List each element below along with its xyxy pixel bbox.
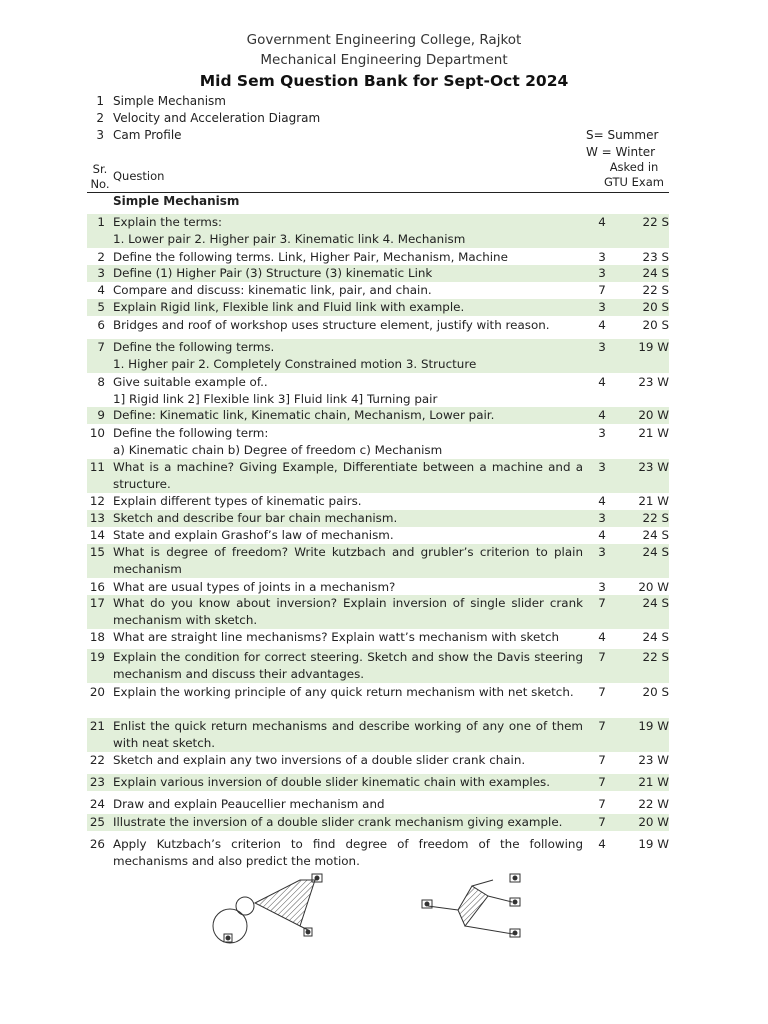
question-marks: 4 xyxy=(598,408,606,422)
question-text-cell xyxy=(113,407,583,424)
question-text: Explain different types of kinematic pairs. xyxy=(113,494,362,508)
table-row xyxy=(87,718,669,752)
question-exam: 22 W xyxy=(638,797,669,811)
question-marks: 3 xyxy=(598,266,606,280)
question-exam: 24 S xyxy=(642,528,669,542)
question-text: Draw and explain Peaucellier mechanism and xyxy=(113,797,385,811)
question-exam: 19 W xyxy=(638,719,669,733)
table-row xyxy=(87,265,669,282)
question-marks: 3 xyxy=(598,300,606,314)
question-exam: 19 W xyxy=(638,340,669,354)
question-text-cell xyxy=(113,579,583,596)
college-name: Government Engineering College, Rajkot xyxy=(246,32,522,48)
legend-winter: W = Winter xyxy=(586,145,656,159)
question-number: 12 xyxy=(89,494,105,508)
sr-header-line2: No. xyxy=(90,177,110,191)
question-marks: 4 xyxy=(598,215,606,229)
table-row xyxy=(87,510,669,527)
question-text-cell xyxy=(113,836,583,870)
question-text-cell xyxy=(113,595,583,629)
question-exam: 24 S xyxy=(642,596,669,610)
question-text-cell xyxy=(113,459,583,493)
legend-summer: S= Summer xyxy=(586,128,659,142)
table-row xyxy=(87,796,669,813)
question-exam: 20 W xyxy=(638,408,669,422)
question-text-cell xyxy=(113,527,583,544)
exam-legend xyxy=(586,127,658,161)
question-text: Explain various inversion of double slider kinematic chain with examples. xyxy=(113,775,550,789)
table-row xyxy=(87,493,669,510)
question-marks: 7 xyxy=(598,283,606,297)
table-row xyxy=(87,425,669,459)
question-exam: 20 W xyxy=(638,815,669,829)
mechanism-figure-right xyxy=(422,874,520,937)
table-header xyxy=(87,162,669,193)
question-marks: 7 xyxy=(598,685,606,699)
question-text: Bridges and roof of workshop uses structure element, justify with reason. xyxy=(113,318,550,332)
question-text: State and explain Grashof’s law of mechanism. xyxy=(113,528,394,542)
question-subtext: 1] Rigid link 2] Flexible link 3] Fluid link 4] Turning pair xyxy=(113,392,438,406)
question-number: 23 xyxy=(89,775,105,789)
question-text-cell xyxy=(113,718,583,752)
question-number: 8 xyxy=(97,375,105,389)
question-text: What are straight line mechanisms? Explain watt’s mechanism with sketch xyxy=(113,630,560,644)
question-text-cell xyxy=(113,752,583,769)
question-number: 15 xyxy=(89,545,105,559)
question-text: What is a machine? Giving Example, Differentiate between a machine and a structure. xyxy=(113,460,583,491)
question-text: Define the following terms. Link, Higher Pair, Mechanism, Machine xyxy=(113,250,508,264)
table-row xyxy=(87,774,669,791)
section-title: Simple Mechanism xyxy=(113,194,240,208)
sr-no-header xyxy=(89,162,111,192)
topic-number: 3 xyxy=(96,128,104,142)
question-text: What is degree of freedom? Write kutzbach and grubler’s criterion to plain mechanism xyxy=(113,545,583,576)
table-row xyxy=(87,459,669,493)
asked-header-line2: GTU Exam xyxy=(604,175,664,189)
question-exam: 24 S xyxy=(642,630,669,644)
topic-name: Velocity and Acceleration Diagram xyxy=(113,111,321,125)
question-text: What do you know about inversion? Explain inversion of single slider crank mechanism with sketch. xyxy=(113,596,583,627)
question-text-cell xyxy=(113,544,583,578)
question-number: 22 xyxy=(89,753,105,767)
question-text: Define the following terms. xyxy=(113,340,275,354)
document-header xyxy=(0,30,768,92)
question-exam: 21 W xyxy=(638,426,669,440)
question-number: 9 xyxy=(97,408,105,422)
question-number: 14 xyxy=(89,528,105,542)
question-marks: 4 xyxy=(598,528,606,542)
table-row xyxy=(87,299,669,316)
table-row xyxy=(87,684,669,701)
question-number: 13 xyxy=(89,511,105,525)
question-marks: 3 xyxy=(598,426,606,440)
table-row xyxy=(87,249,669,266)
question-marks: 3 xyxy=(598,250,606,264)
question-number: 25 xyxy=(89,815,105,829)
topic-item xyxy=(82,110,320,127)
question-text: Give suitable example of.. xyxy=(113,375,268,389)
mechanism-figure-left xyxy=(213,874,322,943)
question-text: Explain the condition for correct steering. Sketch and show the Davis steering mechanism and discuss their advantages. xyxy=(113,650,583,681)
topic-number: 1 xyxy=(96,94,104,108)
question-number: 18 xyxy=(89,630,105,644)
question-number: 6 xyxy=(97,318,105,332)
question-marks: 3 xyxy=(598,580,606,594)
mechanism-figures xyxy=(200,868,540,958)
table-row xyxy=(87,579,669,596)
question-marks: 3 xyxy=(598,511,606,525)
question-exam: 23 W xyxy=(638,375,669,389)
question-exam: 20 W xyxy=(638,580,669,594)
question-text: Illustrate the inversion of a double slider crank mechanism giving example. xyxy=(113,815,563,829)
question-text: Explain the terms: xyxy=(113,215,223,229)
table-row xyxy=(87,836,669,870)
question-text: Explain Rigid link, Flexible link and Fluid link with example. xyxy=(113,300,465,314)
question-marks: 4 xyxy=(598,630,606,644)
question-exam: 22 S xyxy=(642,511,669,525)
question-number: 7 xyxy=(97,340,105,354)
question-text: What are usual types of joints in a mechanism? xyxy=(113,580,396,594)
question-number: 11 xyxy=(89,460,105,474)
department-name: Mechanical Engineering Department xyxy=(260,52,508,68)
question-text-cell xyxy=(113,796,583,813)
question-marks: 4 xyxy=(598,375,606,389)
question-marks: 3 xyxy=(598,545,606,559)
question-exam: 22 S xyxy=(642,650,669,664)
question-text-cell xyxy=(113,814,583,831)
question-text: Apply Kutzbach’s criterion to find degree of freedom of the following mechanisms and also predict the motion. xyxy=(113,837,583,868)
question-number: 21 xyxy=(89,719,105,733)
question-text-cell xyxy=(113,214,583,248)
question-subtext: 1. Higher pair 2. Completely Constrained motion 3. Structure xyxy=(113,357,477,371)
table-row xyxy=(87,339,669,373)
sr-header-line1: Sr. xyxy=(92,162,108,176)
question-text-cell xyxy=(113,684,583,701)
question-text: Define the following term: xyxy=(113,426,269,440)
question-text-cell xyxy=(113,249,583,266)
question-marks: 4 xyxy=(598,494,606,508)
question-exam: 20 S xyxy=(642,318,669,332)
table-row xyxy=(87,527,669,544)
question-text-cell xyxy=(113,299,583,316)
table-row xyxy=(87,544,669,578)
question-text: Define (1) Higher Pair (3) Structure (3) kinematic Link xyxy=(113,266,433,280)
question-number: 1 xyxy=(97,215,105,229)
question-text-cell xyxy=(113,282,583,299)
question-text-cell xyxy=(113,374,583,408)
question-marks: 4 xyxy=(598,837,606,851)
question-exam: 23 W xyxy=(638,753,669,767)
question-exam: 20 S xyxy=(642,300,669,314)
question-text-cell xyxy=(113,649,583,683)
question-text-cell xyxy=(113,339,583,373)
asked-header-line1: Asked in xyxy=(609,160,659,174)
table-row xyxy=(87,595,669,629)
question-text: Enlist the quick return mechanisms and describe working of any one of them with neat sketch. xyxy=(113,719,583,750)
question-number: 26 xyxy=(89,837,105,851)
question-marks: 7 xyxy=(598,797,606,811)
question-subtext: a) Kinematic chain b) Degree of freedom c) Mechanism xyxy=(113,443,443,457)
question-exam: 22 S xyxy=(642,283,669,297)
topic-name: Cam Profile xyxy=(113,128,182,142)
question-number: 4 xyxy=(97,283,105,297)
question-number: 10 xyxy=(89,426,105,440)
question-marks: 3 xyxy=(598,340,606,354)
question-text-cell xyxy=(113,265,583,282)
question-header: Question xyxy=(113,169,165,183)
question-number: 24 xyxy=(89,797,105,811)
question-marks: 4 xyxy=(598,318,606,332)
table-row xyxy=(87,752,669,769)
question-text: Explain the working principle of any quick return mechanism with net sketch. xyxy=(113,685,574,699)
question-subtext: 1. Lower pair 2. Higher pair 3. Kinematic link 4. Mechanism xyxy=(113,232,466,246)
topic-name: Simple Mechanism xyxy=(113,94,226,108)
table-row xyxy=(87,374,669,408)
question-number: 2 xyxy=(97,250,105,264)
question-exam: 21 W xyxy=(638,494,669,508)
table-row xyxy=(87,407,669,424)
question-marks: 7 xyxy=(598,650,606,664)
topic-list xyxy=(82,93,320,144)
asked-in-header xyxy=(599,160,669,190)
question-number: 17 xyxy=(89,596,105,610)
topic-item xyxy=(82,93,320,110)
question-exam: 24 S xyxy=(642,266,669,280)
question-exam: 23 S xyxy=(642,250,669,264)
question-marks: 7 xyxy=(598,753,606,767)
table-row xyxy=(87,214,669,248)
question-text-cell xyxy=(113,629,583,646)
question-exam: 23 W xyxy=(638,460,669,474)
question-number: 5 xyxy=(97,300,105,314)
topic-number: 2 xyxy=(96,111,104,125)
document-title: Mid Sem Question Bank for Sept-Oct 2024 xyxy=(199,72,569,90)
question-number: 19 xyxy=(89,650,105,664)
question-text-cell xyxy=(113,774,583,791)
question-number: 20 xyxy=(89,685,105,699)
question-marks: 7 xyxy=(598,815,606,829)
question-marks: 3 xyxy=(598,460,606,474)
question-text-cell xyxy=(113,317,583,334)
question-marks: 7 xyxy=(598,775,606,789)
question-exam: 19 W xyxy=(638,837,669,851)
table-row xyxy=(87,629,669,646)
question-text-cell xyxy=(113,425,583,459)
question-exam: 22 S xyxy=(642,215,669,229)
question-number: 16 xyxy=(89,580,105,594)
question-marks: 7 xyxy=(598,719,606,733)
table-row xyxy=(87,282,669,299)
question-text-cell xyxy=(113,493,583,510)
question-number: 3 xyxy=(97,266,105,280)
question-marks: 7 xyxy=(598,596,606,610)
question-exam: 21 W xyxy=(638,775,669,789)
question-exam: 24 S xyxy=(642,545,669,559)
topic-item xyxy=(82,127,320,144)
question-exam: 20 S xyxy=(642,685,669,699)
question-text: Define: Kinematic link, Kinematic chain, Mechanism, Lower pair. xyxy=(113,408,495,422)
question-text: Sketch and explain any two inversions of a double slider crank chain. xyxy=(113,753,526,767)
table-row xyxy=(87,814,669,831)
question-text: Sketch and describe four bar chain mechanism. xyxy=(113,511,398,525)
question-text: Compare and discuss: kinematic link, pair, and chain. xyxy=(113,283,432,297)
table-row xyxy=(87,317,669,334)
table-row xyxy=(87,649,669,683)
question-text-cell xyxy=(113,510,583,527)
